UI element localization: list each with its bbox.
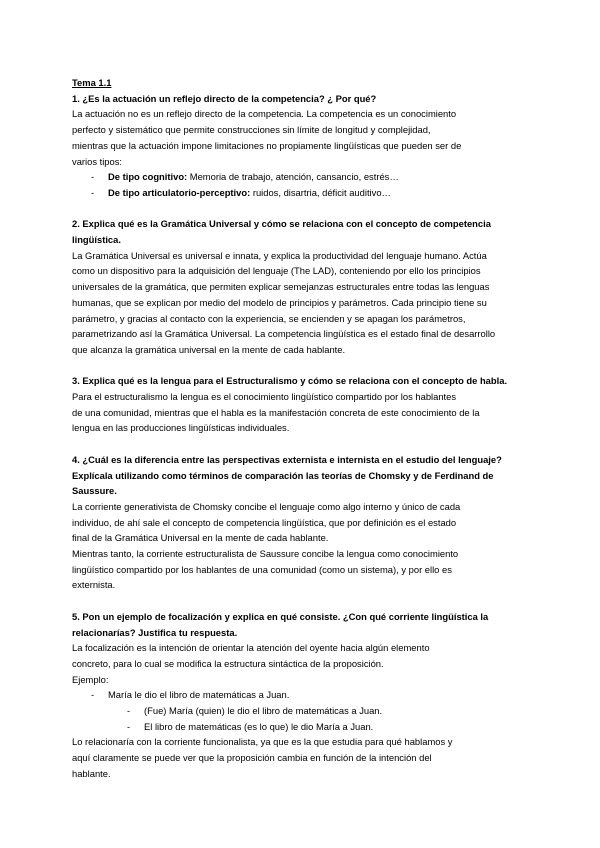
answer-line: externista. (72, 579, 116, 591)
answer-line: Mientras tanto, la corriente estructuralista de Saussure concibe la lengua como conocimiento (72, 548, 459, 560)
answer-line: varios tipos: (72, 155, 123, 167)
answer-4 (72, 499, 532, 593)
bullet-text: Memoria de trabajo, atención, cansancio, estrés… (187, 171, 399, 183)
answer-line: mientras que la actuación impone limitaciones no propiamente lingüísticas que pueden ser de (72, 139, 462, 151)
sub-example-item (72, 719, 532, 735)
document-title: Tema 1.1 (72, 77, 112, 88)
answer-line: como un dispositivo para la adquisición del lenguaje (The LAD), conteniendo por ello los principios (72, 265, 481, 277)
answer-line: aquí claramente se puede ver que la proposición cambia en función de la intención del (72, 752, 432, 764)
answer-line: perfecto y sistemático que permite construcciones sin límite de longitud y complejidad, (72, 124, 431, 136)
answer-line: La actuación no es un reflejo directo de la competencia. La competencia es un conocimiento (72, 108, 457, 120)
answer-line: universales de la gramática, que permiten explicar semejanzas estructurales entre todas las lenguas (72, 281, 490, 293)
answer-line: Lo relacionaría con la corriente funcionalista, ya que es la que estudia para qué hablamos y (72, 736, 453, 748)
sub-example-text: (Fue) María (quien) le dio el libro de matemáticas a Juan. (144, 705, 383, 717)
question-5 (72, 609, 532, 640)
answer-line: La corriente generativista de Chomsky concibe el lenguaje como algo interno y único de cada (72, 500, 461, 512)
document-page (72, 75, 532, 782)
answer-2 (72, 248, 532, 358)
bullet-item (72, 185, 532, 201)
answer-line: hablante. (72, 767, 111, 779)
question-line: Explícala utilizando como términos de comparación las teorías de Chomsky y de Ferdinand de (72, 469, 494, 481)
answer-5 (72, 640, 532, 781)
answer-line: Para el estructuralismo la lengua es el conocimiento lingüístico compartido por los hablantes (72, 391, 457, 403)
question-line: 5. Pon un ejemplo de focalización y explica en qué consiste. ¿Con qué corriente lingüística la (72, 610, 489, 622)
answer-line: Ejemplo: (72, 673, 109, 685)
question-3: 3. Explica qué es la lengua para el Estructuralismo y cómo se relaciona con el concepto de habla. (72, 375, 508, 387)
question-line: relacionarías? Justifica tu respuesta. (72, 626, 238, 638)
question-line: lingüística. (72, 234, 121, 246)
answer-line: lengua en las producciones lingüísticas individuales. (72, 422, 290, 434)
bullet-label: De tipo cognitivo: (108, 171, 188, 183)
example-item (72, 687, 532, 703)
answer-3 (72, 389, 532, 436)
question-2 (72, 216, 532, 247)
dash-bullet-icon: - (91, 689, 95, 701)
sub-example-text: El libro de matemáticas (es lo que) le dio María a Juan. (144, 720, 374, 732)
answer-line: humanas, que se explican por medio del modelo de principios y parámetros. Cada principio tiene su (72, 296, 487, 308)
question-4 (72, 452, 532, 499)
answer-line: parametrizando así la Gramática Universal. La competencia lingüística es el estado final de desarrollo (72, 328, 496, 340)
answer-line: final de la Gramática Universal en la mente de cada hablante. (72, 532, 329, 544)
bullet-item (72, 169, 532, 185)
answer-line: de una comunidad, mientras que el habla es la manifestación concreta de este conocimiento de la (72, 406, 480, 418)
dash-bullet-icon: - (91, 186, 95, 198)
sub-example-item (72, 703, 532, 719)
answer-line: que alcanza la gramática universal en la mente de cada hablante. (72, 343, 346, 355)
question-line: 4. ¿Cuál es la diferencia entre las perspectivas externista e internista en el estudio del lenguaje? (72, 453, 502, 465)
example-text: María le dio el libro de matemáticas a Juan. (108, 689, 290, 701)
question-line: Saussure. (72, 485, 117, 497)
answer-line: concreto, para lo cual se modifica la estructura sintáctica de la proposición. (72, 657, 384, 669)
question-1: 1. ¿Es la actuación un reflejo directo de la competencia? ¿ Por qué? (72, 92, 377, 104)
dash-bullet-icon: - (127, 705, 131, 717)
answer-line: lingüístico compartido por los hablantes de una comunidad (como un sistema), y por ello es (72, 563, 452, 575)
dash-bullet-icon: - (91, 171, 95, 183)
bullet-label: De tipo articulatorio-perceptivo: (108, 186, 251, 198)
answer-line: parámetro, y gracias al contacto con la experiencia, se encienden y se apagan los parámetros, (72, 312, 466, 324)
answer-line: individuo, de ahí sale el concepto de competencia lingüística, que por definición es el estado (72, 516, 457, 528)
question-line: 2. Explica qué es la Gramática Universal y cómo se relaciona con el concepto de competencia (72, 218, 491, 230)
answer-1 (72, 106, 532, 200)
answer-line: La focalización es la intención de orientar la atención del oyente hacia algún elemento (72, 642, 430, 654)
dash-bullet-icon: - (127, 720, 131, 732)
bullet-text: ruidos, disartria, déficit auditivo… (250, 186, 391, 198)
answer-line: La Gramática Universal es universal e innata, y explica la productividad del lenguaje humano. Actúa (72, 249, 487, 261)
